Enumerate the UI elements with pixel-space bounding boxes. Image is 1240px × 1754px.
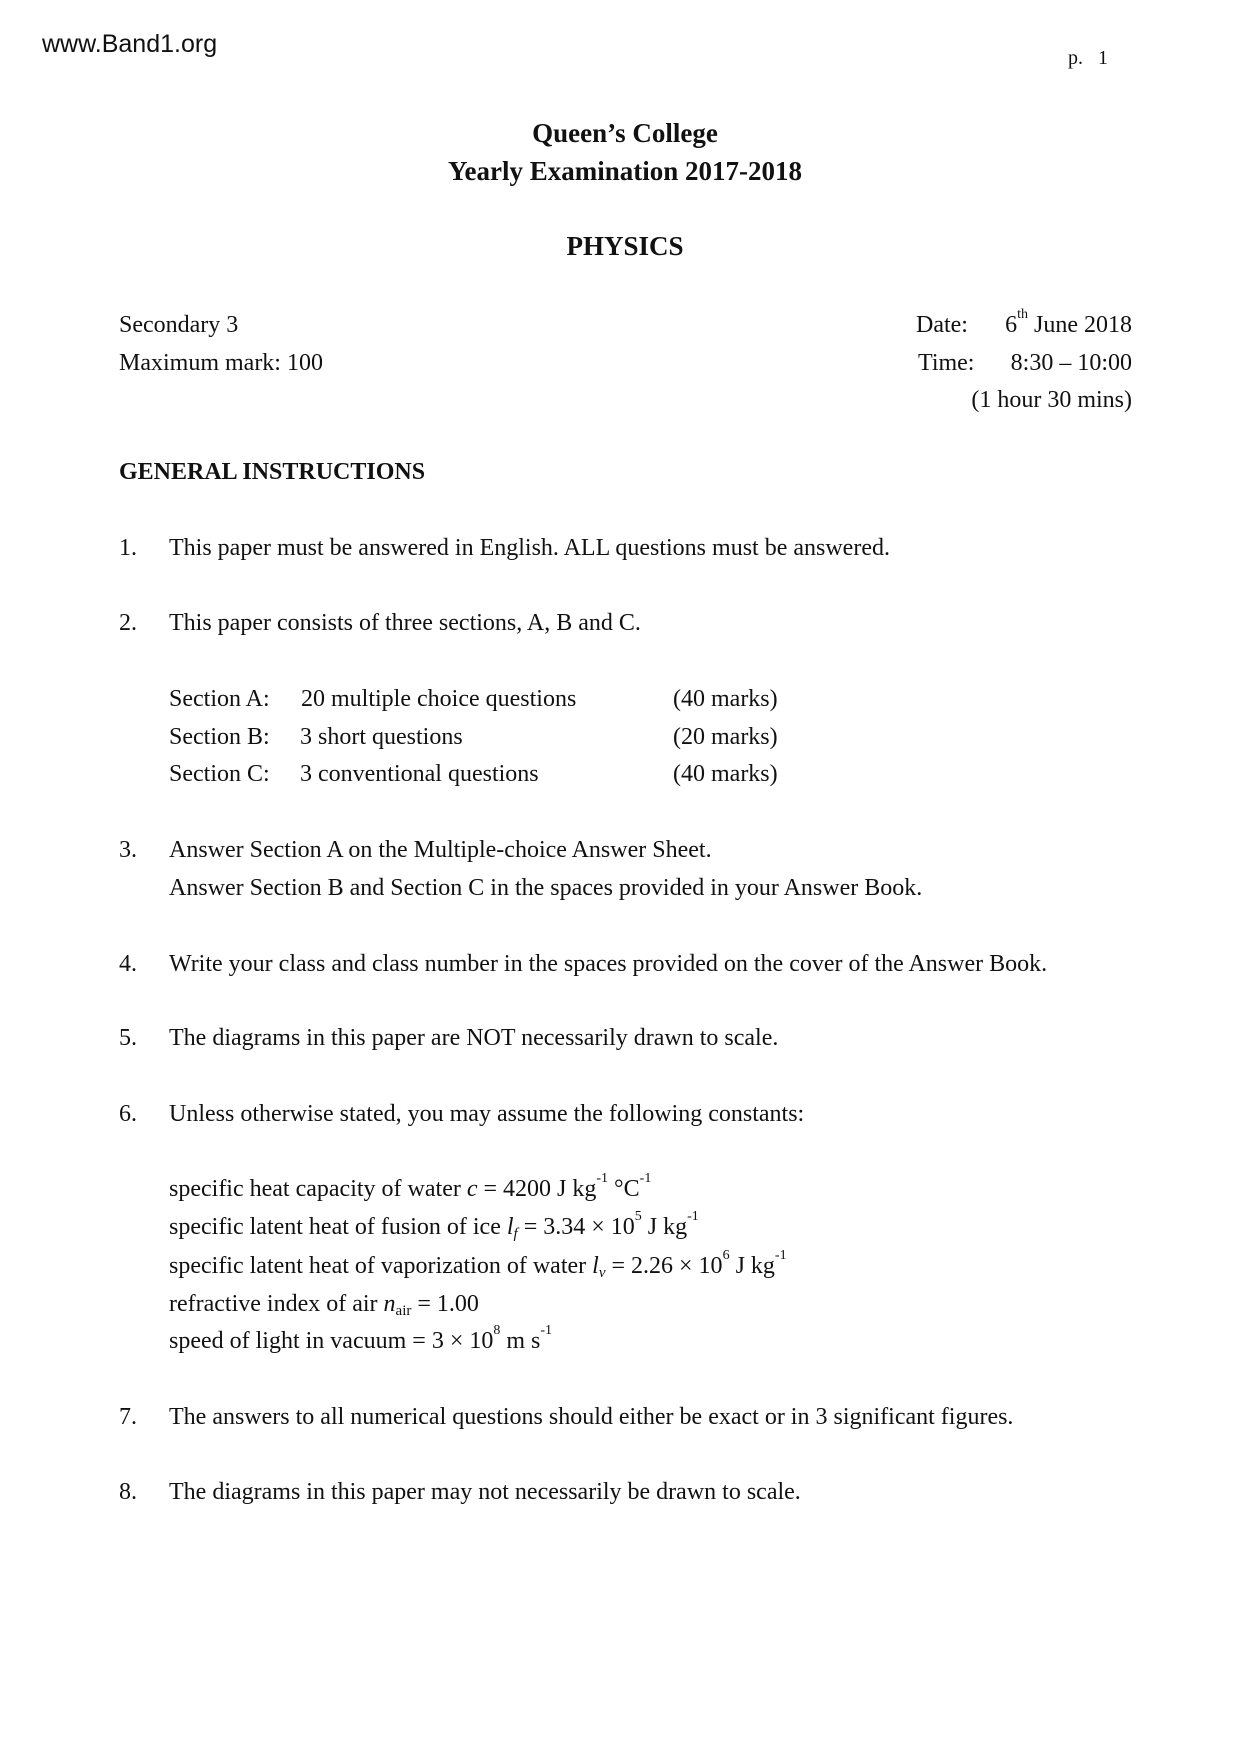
instruction-text: The diagrams in this paper are NOT necessarily drawn to scale. xyxy=(169,1025,779,1051)
date-label: Date: xyxy=(916,312,968,338)
subject-title: PHYSICS xyxy=(566,231,684,261)
instructions-heading: GENERAL INSTRUCTIONS xyxy=(119,459,426,485)
item-number: 6. xyxy=(119,1101,137,1127)
watermark: www.Band1.org xyxy=(42,30,218,58)
max-mark: Maximum mark: 100 xyxy=(119,350,323,376)
constant-speed-of-light: speed of light in vacuum = $3 \times 10^8$ m $s^{-1}$ xyxy=(169,1323,553,1354)
section-name: Section B: xyxy=(169,724,270,750)
constant-refractive-index: refractive index of air $n_{air} = 1.00$ xyxy=(169,1291,479,1319)
duration: (1 hour 30 mins) xyxy=(971,387,1132,413)
section-desc: 20 multiple choice questions xyxy=(301,686,577,712)
section-marks: (40 marks) xyxy=(673,761,778,787)
section-desc: 3 short questions xyxy=(300,724,463,750)
item-number: 7. xyxy=(119,1404,137,1430)
instruction-text: Write your class and class number in the spaces provided on the cover of the Answer Book. xyxy=(169,951,1048,977)
time-value: 8:30 – 10:00 xyxy=(1010,350,1132,376)
section-name: Section C: xyxy=(169,761,270,787)
school-name: Queen’s College xyxy=(532,118,718,148)
instruction-text: Answer Section B and Section C in the spaces provided in your Answer Book. xyxy=(169,875,923,901)
instruction-text: Answer Section A on the Multiple-choice Answer Sheet. xyxy=(169,837,712,863)
level: Secondary 3 xyxy=(119,312,239,338)
date-value: 6th June 2018 xyxy=(1005,307,1132,338)
item-number: 5. xyxy=(119,1025,137,1051)
time-label: Time: xyxy=(918,350,975,376)
item-number: 2. xyxy=(119,610,137,636)
instruction-text: The diagrams in this paper may not necessarily be drawn to scale. xyxy=(169,1479,801,1505)
item-number: 8. xyxy=(119,1479,137,1505)
exam-title: Yearly Examination 2017-2018 xyxy=(448,156,802,186)
section-desc: 3 conventional questions xyxy=(300,761,539,787)
constant-latent-vaporization: specific latent heat of vaporization of water $l_v = 2.26 \times 10^6$ J $kg^{-1}$ xyxy=(169,1248,787,1281)
constant-latent-fusion: specific latent heat of fusion of ice $l_f = 3.34 \times 10^5$ J $kg^{-1}$ xyxy=(169,1209,699,1242)
section-name: Section A: xyxy=(169,686,270,712)
instruction-text: This paper must be answered in English. ALL questions must be answered. xyxy=(169,535,890,561)
section-marks: (40 marks) xyxy=(673,686,778,712)
instruction-text: Unless otherwise stated, you may assume the following constants: xyxy=(169,1101,805,1127)
item-number: 4. xyxy=(119,951,137,977)
instruction-text: The answers to all numerical questions should either be exact or in 3 significant figures. xyxy=(169,1404,1014,1430)
item-number: 1. xyxy=(119,535,137,561)
item-number: 3. xyxy=(119,837,137,863)
constant-heat-capacity: specific heat capacity of water c = 4200 J $kg^{-1}$ $^\circ C^{-1}$ xyxy=(169,1171,652,1202)
page-number: p. 1 xyxy=(1068,47,1108,69)
instruction-text: This paper consists of three sections, A, B and C. xyxy=(169,610,641,636)
section-marks: (20 marks) xyxy=(673,724,778,750)
